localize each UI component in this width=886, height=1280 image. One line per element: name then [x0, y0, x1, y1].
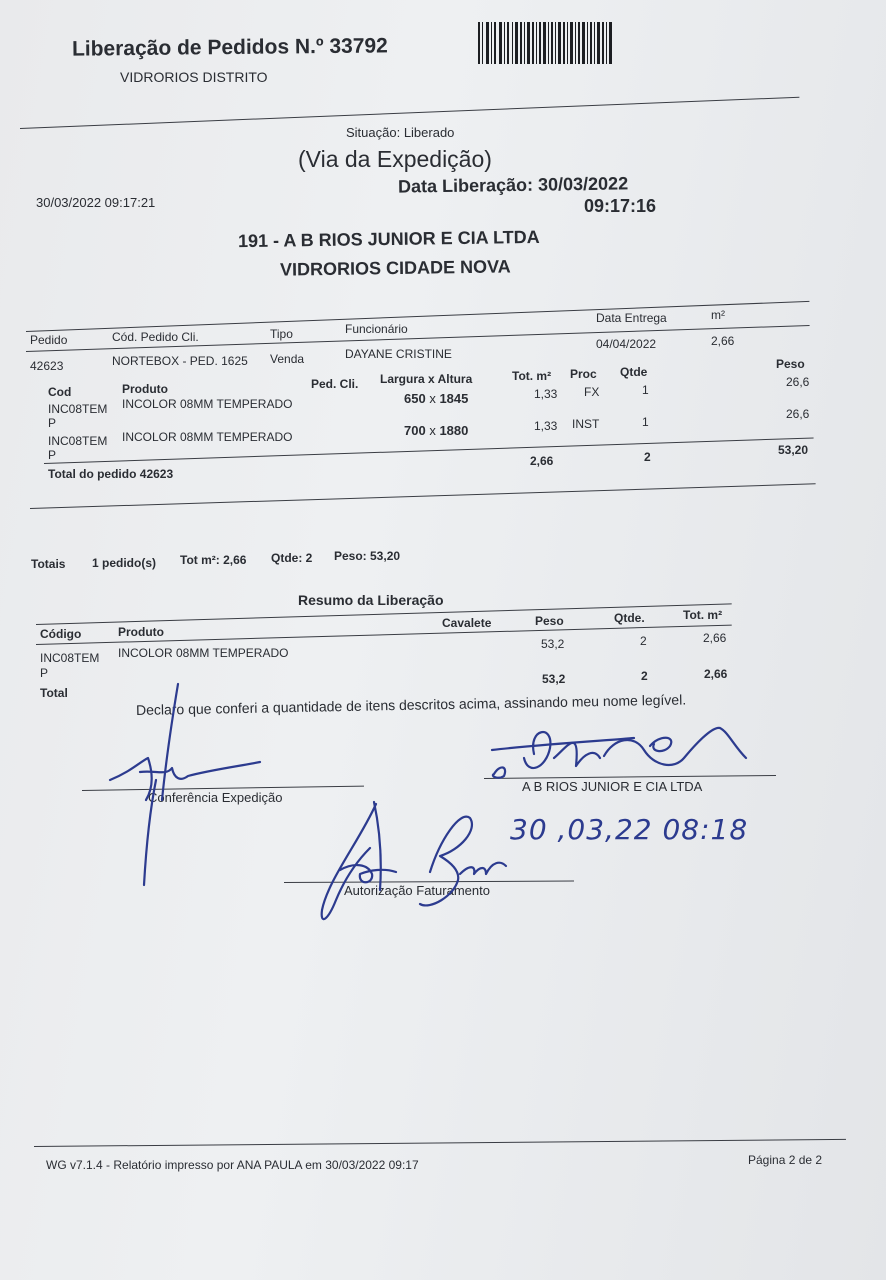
via-label: (Via da Expedição) — [298, 146, 492, 172]
val-funcionario: DAYANE CRISTINE — [345, 347, 452, 361]
items-col-tot-m2: Tot. m² — [512, 369, 552, 383]
item-2-altura: 1880 — [439, 423, 469, 438]
resumo-col-codigo: Código — [40, 627, 82, 641]
item-2-cod: INC08TEM — [48, 434, 108, 448]
item-1-tot-m2: 1,33 — [534, 387, 558, 401]
item-2-tot-m2: 1,33 — [534, 419, 558, 433]
item-2-produto: INCOLOR 08MM TEMPERADO — [122, 430, 293, 444]
footer-right: Página 2 de 2 — [748, 1153, 823, 1167]
resumo-row-codigo: INC08TEM — [40, 651, 100, 665]
col-tipo: Tipo — [270, 327, 293, 341]
footer-left: WG v7.1.4 - Relatório impresso por ANA PAULA em 30/03/2022 09:17 — [46, 1158, 419, 1172]
item-2-dimensions: 700 x 1880 — [404, 423, 469, 438]
item-1-qtde: 1 — [642, 383, 649, 397]
document-title: Liberação de Pedidos N.º 33792 — [71, 34, 388, 61]
resumo-total-qtde: 2 — [641, 669, 648, 683]
order-total-label: Total do pedido 42623 — [48, 467, 174, 481]
data-liberacao-time: 09:17:16 — [584, 196, 657, 216]
item-1-altura: 1845 — [439, 391, 469, 406]
resumo-row-codigo2: P — [40, 666, 49, 680]
resumo-col-peso: Peso — [535, 614, 564, 628]
resumo-row-peso: 53,2 — [541, 637, 565, 651]
client-signature — [484, 718, 754, 788]
item-1-peso: 26,6 — [786, 375, 810, 389]
item-1-cod2: P — [48, 416, 57, 430]
item-1-largura: 650 — [404, 391, 426, 406]
totais-qtde: Qtde: 2 — [271, 551, 313, 565]
resumo-row-tot-m2: 2,66 — [703, 631, 727, 645]
items-col-produto: Produto — [122, 382, 168, 396]
items-col-largura-altura: Largura x Altura — [380, 372, 473, 386]
footer-line — [34, 1139, 846, 1147]
order-bottom-line — [30, 483, 816, 509]
item-1-produto: INCOLOR 08MM TEMPERADO — [122, 397, 293, 411]
val-m2: 2,66 — [711, 334, 735, 348]
col-data-entrega: Data Entrega — [596, 311, 667, 325]
col-funcionario: Funcionário — [345, 322, 408, 336]
totais-m2: Tot m²: 2,66 — [180, 553, 247, 567]
resumo-col-tot-m2: Tot. m² — [683, 608, 723, 622]
resumo-row-produto: INCOLOR 08MM TEMPERADO — [118, 646, 289, 660]
client-signature-label: A B RIOS JUNIOR E CIA LTDA — [522, 779, 703, 794]
totais-label: Totais — [31, 557, 66, 571]
col-m2: m² — [711, 308, 725, 322]
conferencia-label: Conferência Expedição — [148, 790, 283, 805]
val-data-entrega: 04/04/2022 — [596, 337, 657, 351]
totais-peso: Peso: 53,20 — [334, 549, 401, 563]
faturamento-label: Autorização Faturamento — [344, 883, 490, 898]
totais-pedidos: 1 pedido(s) — [92, 556, 157, 570]
printed-datetime: 30/03/2022 09:17:21 — [36, 195, 156, 210]
item-1-cod: INC08TEM — [48, 402, 108, 416]
order-total-m2: 2,66 — [530, 454, 554, 468]
col-pedido: Pedido — [30, 333, 68, 347]
client-store: VIDRORIOS CIDADE NOVA — [279, 256, 511, 280]
item-2-qtde: 1 — [642, 415, 649, 429]
order-top-line — [26, 301, 809, 332]
resumo-col-produto: Produto — [118, 625, 164, 639]
data-liberacao: Data Liberação: 30/03/2022 — [397, 173, 629, 197]
resumo-total-label: Total — [40, 686, 68, 700]
item-2-cod2: P — [48, 448, 57, 462]
handwritten-date: 30 ,03,22 08:18 — [510, 813, 749, 846]
resumo-col-qtde: Qtde. — [614, 611, 645, 625]
resumo-total-peso: 53,2 — [542, 672, 566, 686]
items-col-proc: Proc — [570, 367, 597, 381]
item-2-largura: 700 — [404, 423, 426, 438]
order-total-peso: 53,20 — [778, 443, 809, 457]
item-1-dimensions: 650 x 1845 — [404, 391, 469, 406]
resumo-row-qtde: 2 — [640, 634, 647, 648]
val-cod-pedido-cli: NORTEBOX - PED. 1625 — [112, 354, 248, 368]
items-col-ped-cli: Ped. Cli. — [311, 377, 359, 391]
resumo-title: Resumo da Liberação — [298, 592, 444, 608]
declaration-text: Declaro que conferi a quantidade de itens descritos acima, assinando meu nome legível. — [135, 691, 687, 718]
val-tipo: Venda — [270, 352, 305, 366]
resumo-total-tot-m2: 2,66 — [704, 667, 728, 681]
order-total-qtde: 2 — [644, 450, 651, 464]
resumo-col-cavalete: Cavalete — [442, 616, 492, 630]
col-cod-pedido-cli: Cód. Pedido Cli. — [112, 330, 199, 344]
conferencia-signature — [100, 680, 283, 890]
items-col-qtde: Qtde — [620, 365, 648, 379]
item-2-proc: INST — [572, 417, 600, 431]
barcode — [478, 20, 616, 66]
item-2-peso: 26,6 — [786, 407, 810, 421]
situacao: Situação: Liberado — [346, 125, 455, 140]
company-name: VIDRORIOS DISTRITO — [120, 69, 268, 85]
val-pedido: 42623 — [30, 359, 64, 373]
item-1-proc: FX — [584, 385, 600, 399]
items-col-peso: Peso — [776, 357, 805, 371]
client-name: 191 - A B RIOS JUNIOR E CIA LTDA — [237, 226, 540, 252]
faturamento-signature — [310, 800, 510, 930]
items-col-cod: Cod — [48, 385, 72, 399]
